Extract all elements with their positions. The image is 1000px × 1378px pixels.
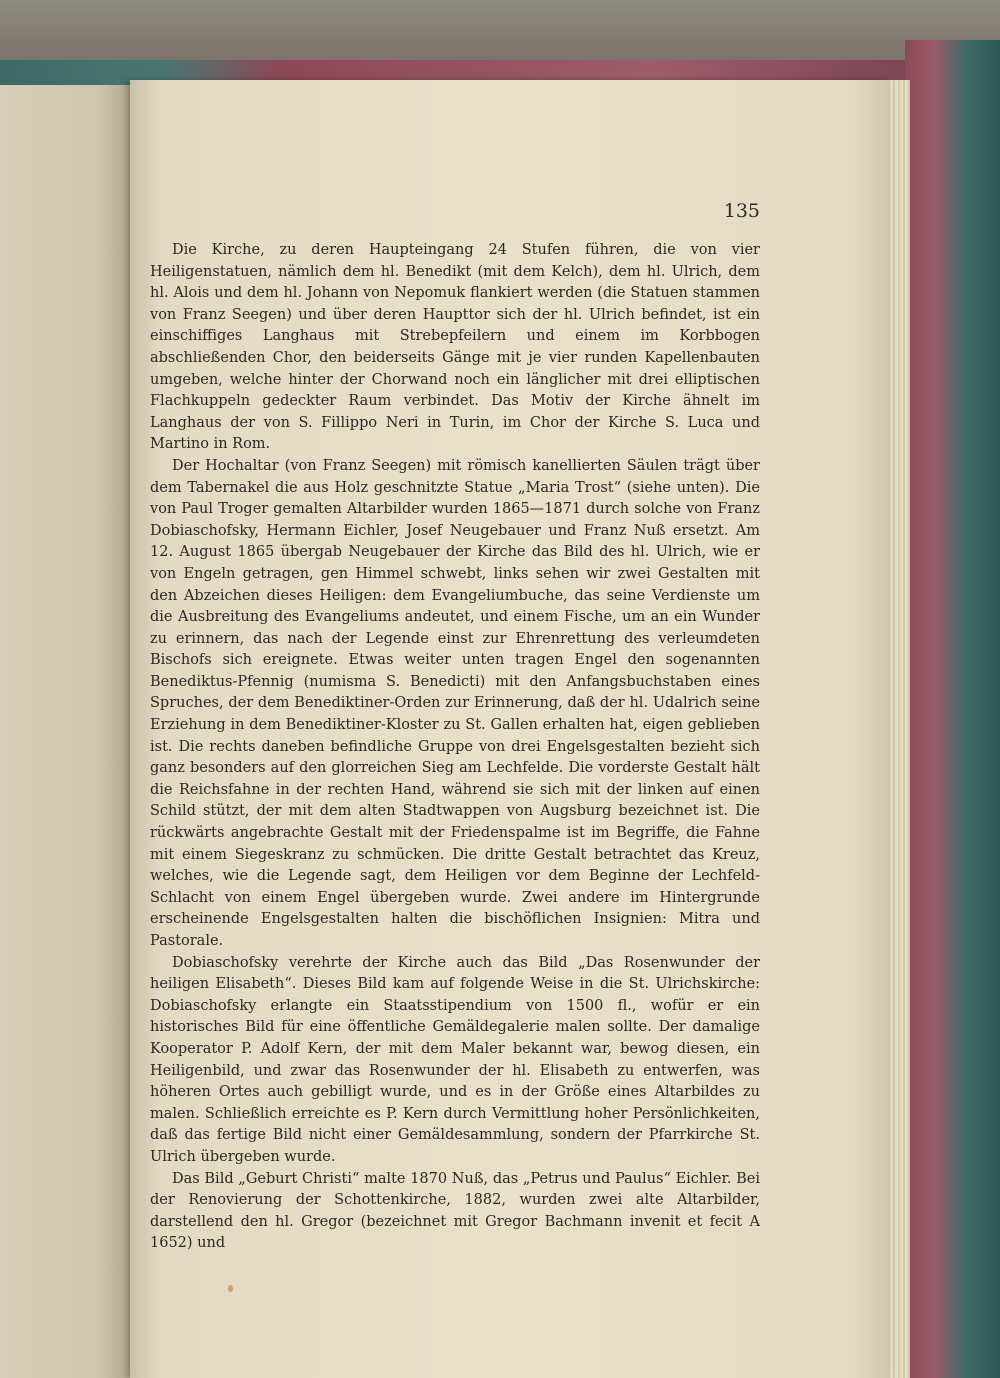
- paragraph-4: Das Bild „Geburt Christi“ malte 1870 Nuß, das „Petrus und Paulus“ Eichler. Bei der Renovierung der Schottenkirche, 1882, wurden zwei alte Altarbilder, darstellend den hl. Gregor (bezeichnet mit Gregor Bachmann invenit et fecit A 1652) und: [150, 1170, 760, 1252]
- paragraph-3: Dobiaschofsky verehrte der Kirche auch das Bild „Das Rosenwunder der heiligen Elisabeth“. Dieses Bild kam auf folgende Weise in die St. Ulrichskirche: Dobiaschofsky erlangte ein Staatsstipendium von 1500 fl., wofür er ein historisches Bild für eine öffentliche Gemäldegalerie malen sollte. Der damalige Kooperator P. Adolf Kern, der mit dem Maler bekannt war, bewog diesen, ein Heiligenbild, und zwar das Rosenwunder der hl. Elisabeth zu entwerfen, was höheren Ortes auch gebilligt wurde, und es in der Größe eines Altarbildes zu malen. Schließlich erreichte es P. Kern durch Vermittlung hoher Persönlichkeiten, daß das fertige Bild nicht einer Gemäldesammlung, sondern der Pfarrkirche St. Ulrich übergeben wurde.: [150, 954, 760, 1165]
- paper-stain: [228, 1285, 233, 1292]
- paragraph-2: Der Hochaltar (von Franz Seegen) mit römisch kanellierten Säulen trägt über dem Tabernakel die aus Holz geschnitzte Statue „Maria Trost“ (siehe unten). Die von Paul Troger gemalten Altarbilder wurden 1865—1871 durch solche von Franz Dobiaschofsky, Hermann Eichler, Josef Neugebauer und Franz Nuß ersetzt. Am 12. August 1865 übergab Neugebauer der Kirche das Bild des hl. Ulrich, wie er von Engeln getragen, gen Himmel schwebt, links sehen wir zwei Gestalten mit den Abzeichen dieses Heiligen: dem Evangeliumbuche, das seine Verdienste um die Ausbreitung des Evangeliums andeutet, und einem Fische, um an ein Wunder zu erinnern, das nach der Legende einst zur Ehrenrettung des verleumdeten Bischofs sich ereignete. Etwas weiter unten tragen Engel den sogenannten Benediktus-Pfennig (numisma S. Benedicti) mit den Anfangsbuchstaben eines Spruches, der dem Benediktiner-Orden zur Erinnerung, daß der hl. Udalrich seine Erziehung in dem Benediktiner-Kloster zu St. Gallen erhalten hat, eigen geblieben ist. Die rechts daneben befindliche Gruppe von drei Engelsgestalten bezieht sich ganz besonders auf den glorreichen Sieg am Lechfelde. Die vorderste Gestalt hält die Reichsfahne in der rechten Hand, während sie sich mit der linken auf einen Schild stützt, der mit dem alten Stadtwappen von Augsburg bezeichnet ist. Die rückwärts angebrachte Gestalt mit der Friedenspalme ist im Begriffe, die Fahne mit einem Siegeskranz zu schmücken. Die dritte Gestalt betrachtet das Kreuz, welches, wie die Legende sagt, dem Heiligen vor dem Beginne der Lechfeld-Schlacht von einem Engel übergeben wurde. Zwei andere im Hintergrunde erscheinende Engelsgestalten halten die bischöflichen Insignien: Mitra und Pastorale.: [150, 457, 760, 949]
- book-binding-right: [905, 40, 1000, 1378]
- paragraph-1: Die Kirche, zu deren Haupteingang 24 Stufen führen, die von vier Heiligenstatuen, nämlich dem hl. Benedikt (mit dem Kelch), dem hl. Ulrich, dem hl. Alois und dem hl. Johann von Nepomuk flankiert werden (die Statuen stammen von Franz Seegen) und über deren Haupttor sich der hl. Ulrich befindet, ist ein einschiffiges Langhaus mit Strebepfeilern und einem im Korbbogen abschließenden Chor, den beiderseits Gänge mit je vier runden Kapellenbauten umgeben, welche hinter der Chorwand noch ein länglicher mit drei elliptischen Flachkuppeln gedeckter Raum verbindet. Das Motiv der Kirche ähnelt im Langhaus der von S. Fillippo Neri in Turin, im Chor der Kirche S. Luca und Martino in Rom.: [150, 242, 760, 453]
- page-number: 135: [723, 200, 760, 222]
- body-text: [150, 240, 760, 1255]
- left-page-edge: [0, 85, 140, 1378]
